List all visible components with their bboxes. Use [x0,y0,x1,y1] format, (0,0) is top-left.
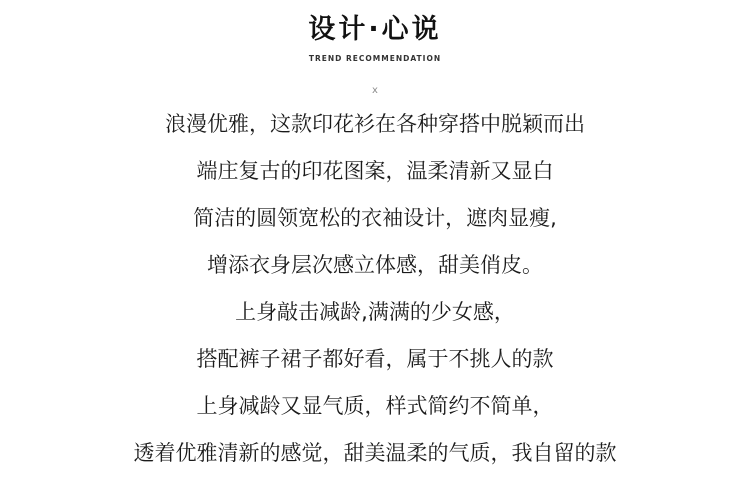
description-line: 浪漫优雅，这款印花衫在各种穿搭中脱颖而出 [165,112,585,136]
description-line: 搭配裤子裙子都好看，属于不挑人的款 [196,347,554,371]
page-subtitle: TREND RECOMMENDATION [308,54,442,63]
description-line: 上身敲击减龄,满满的少女感， [235,300,515,324]
page-title: 设计·心说 [308,14,442,45]
description-line: 简洁的圆领宽松的衣袖设计，遮肉显瘦, [193,206,557,230]
description-text [0,105,750,481]
description-line: 上身减龄又显气质，样式简约不简单， [196,394,554,418]
description-line: 增添衣身层次感立体感，甜美俏皮。 [207,253,543,277]
description-line: 端庄复古的印花图案，温柔清新又显白 [196,159,554,183]
description-line: 透着优雅清新的感觉，甜美温柔的气质，我自留的款 [133,441,617,465]
divider-mark: x [372,85,378,96]
